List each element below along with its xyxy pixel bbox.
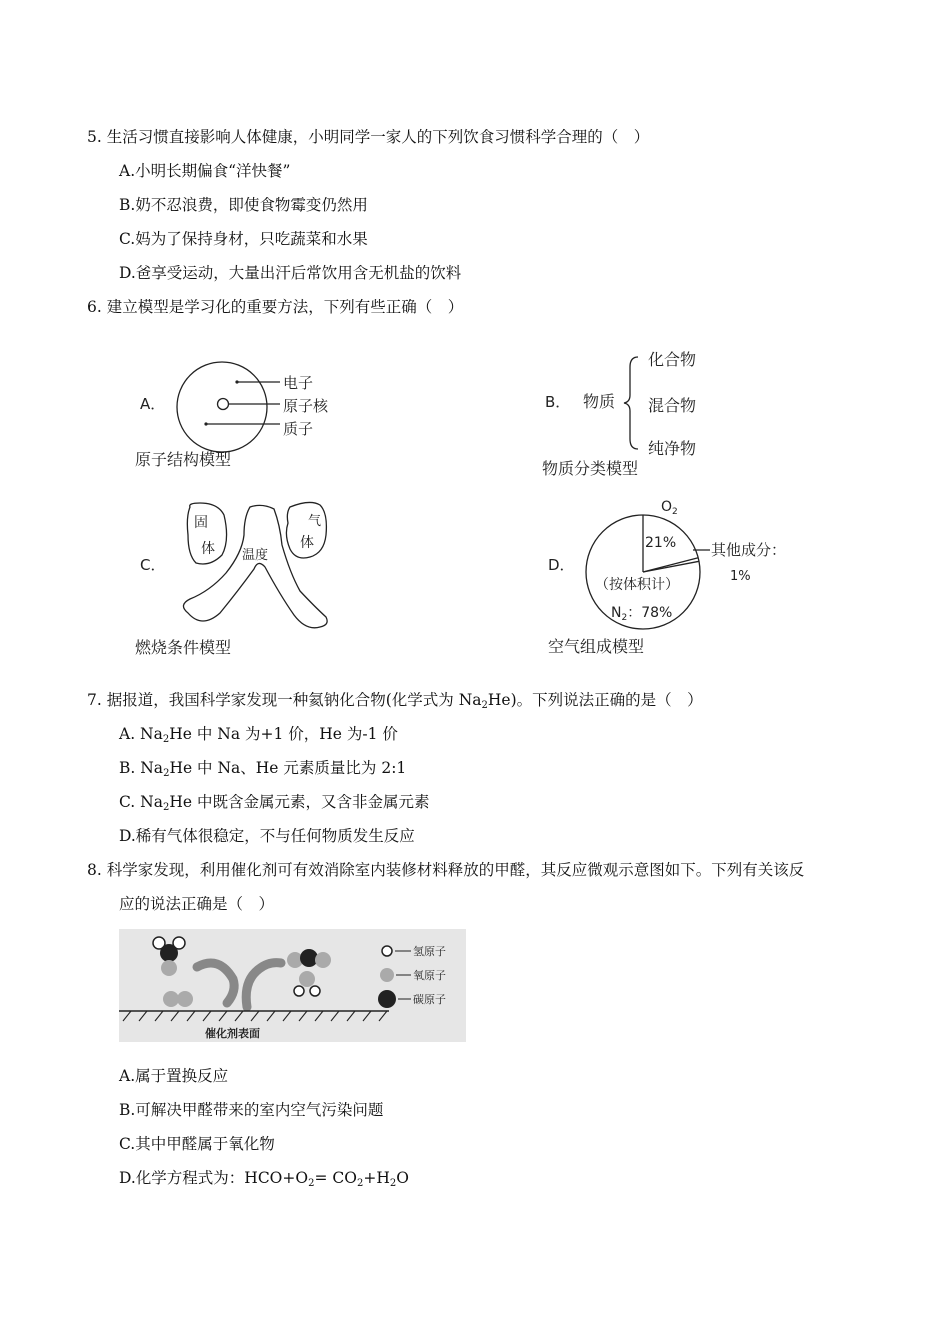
label-nucleus: 原子核 [283,397,329,415]
oxygen-atom [299,971,315,987]
hydrogen-atom [294,986,304,996]
q8-stem-line1: 8. 科学家发现，利用催化剂可有效消除室内装修材料释放的甲醛，其反应微观示意图如下。下列有关该反 [87,861,805,879]
solid-char-1: 固 [194,515,208,531]
temperature-label: 温度 [242,548,269,563]
hydrogen-atom [310,986,320,996]
q5-option-c: C.妈为了保持身材，只吃蔬菜和水果 [119,230,368,248]
atom-outer-circle [177,362,267,452]
o2-percent: 21% [645,535,677,551]
q7-option-d: D.稀有气体很稳定，不与任何物质发生反应 [119,827,415,845]
atom-structure-figure [130,355,370,475]
q8-option-d: D.化学方程式为：$HCO+O_2= CO_2+H_2O$ [119,1169,409,1189]
reaction-micro-diagram [119,929,466,1042]
label-proton: 质子 [283,420,314,438]
legend-carbon-icon [378,990,396,1008]
n2-label: $N_2$：78% [611,605,673,623]
other-label: 其他成分： [711,541,787,559]
fig-d-letter: D． [548,556,575,574]
branch-compound: 化合物 [648,350,697,369]
carbon-atom [160,944,178,962]
legend-carbon: 碳原子 [413,993,446,1006]
slice-other-boundary [643,561,699,572]
q8-option-c: C.其中甲醛属于氧化物 [119,1135,275,1153]
q8-option-b: B.可解决甲醛带来的室内空气污染问题 [119,1101,384,1119]
q7-option-b: B. $Na_2He$ 中 Na、He 元素质量比为 2:1 [119,759,407,779]
root-substance: 物质 [583,392,616,411]
oxygen-atom [177,991,193,1007]
q8-stem-line2: 应的说法正确是（ ） [119,895,275,913]
branch-mixture: 混合物 [648,396,697,415]
oxygen-atom [315,952,331,968]
caption-atom-model: 原子结构模型 [135,450,232,469]
q5-option-a: A.小明长期偏食“洋快餐” [119,162,291,180]
fig-b-letter: B． [545,393,571,411]
q5-stem: 5. 生活习惯直接影响人体健康，小明同学一家人的下列饮食习惯科学合理的（ ） [87,128,650,146]
solid-char-2: 体 [201,541,215,557]
q7-stem: 7. 据报道，我国科学家发现一种氦钠化合物(化学式为 $Na_2He$)。下列说法正确的是（ ） [87,691,703,711]
q7-option-c: C. $Na_2He$ 中既含金属元素，又含非金属元素 [119,793,430,813]
brace [624,357,638,449]
q5-option-d: D.爸享受运动，大量出汗后常饮用含无机盐的饮料 [119,264,462,282]
q5-option-b: B.奶不忍浪费，即使食物霉变仍然用 [119,196,368,214]
arrow-desorb [246,963,281,1007]
arrow-adsorb [197,963,234,1003]
fig-a-letter: A． [140,395,166,413]
legend-hydrogen-icon [382,946,392,956]
oxygen-atom [163,991,179,1007]
label-electron: 电子 [283,374,314,392]
other-percent: 1% [730,569,751,584]
caption-air-model: 空气组成模型 [548,637,645,656]
legend-oxygen: 氧原子 [413,969,446,982]
caption-combustion-model: 燃烧条件模型 [135,638,232,657]
nucleus-circle [218,399,229,410]
o2-label: $O_2$ [661,499,678,517]
volume-note: （按体积计） [595,577,679,593]
substance-classification-figure [540,343,740,483]
air-composition-figure [545,492,805,664]
fig-c-letter: C． [140,556,166,574]
catalyst-surface-label: 催化剂表面 [205,1027,260,1040]
q8-option-a: A.属于置换反应 [119,1067,229,1085]
q6-stem: 6. 建立模型是学习化的重要方法，下列有些正确（ ） [87,298,464,316]
combustion-conditions-figure [130,495,350,665]
caption-classification-model: 物质分类模型 [542,459,639,478]
surface-hatching [123,1011,387,1021]
legend-oxygen-icon [380,968,394,982]
oxygen-atom [161,960,177,976]
q7-option-a: A. $Na_2He$ 中 Na 为+1 价，He 为-1 价 [119,725,398,745]
gas-char-2: 体 [300,535,314,551]
branch-pure: 纯净物 [648,439,697,458]
gas-char-1: 气 [308,514,322,529]
legend-hydrogen: 氢原子 [413,945,446,958]
